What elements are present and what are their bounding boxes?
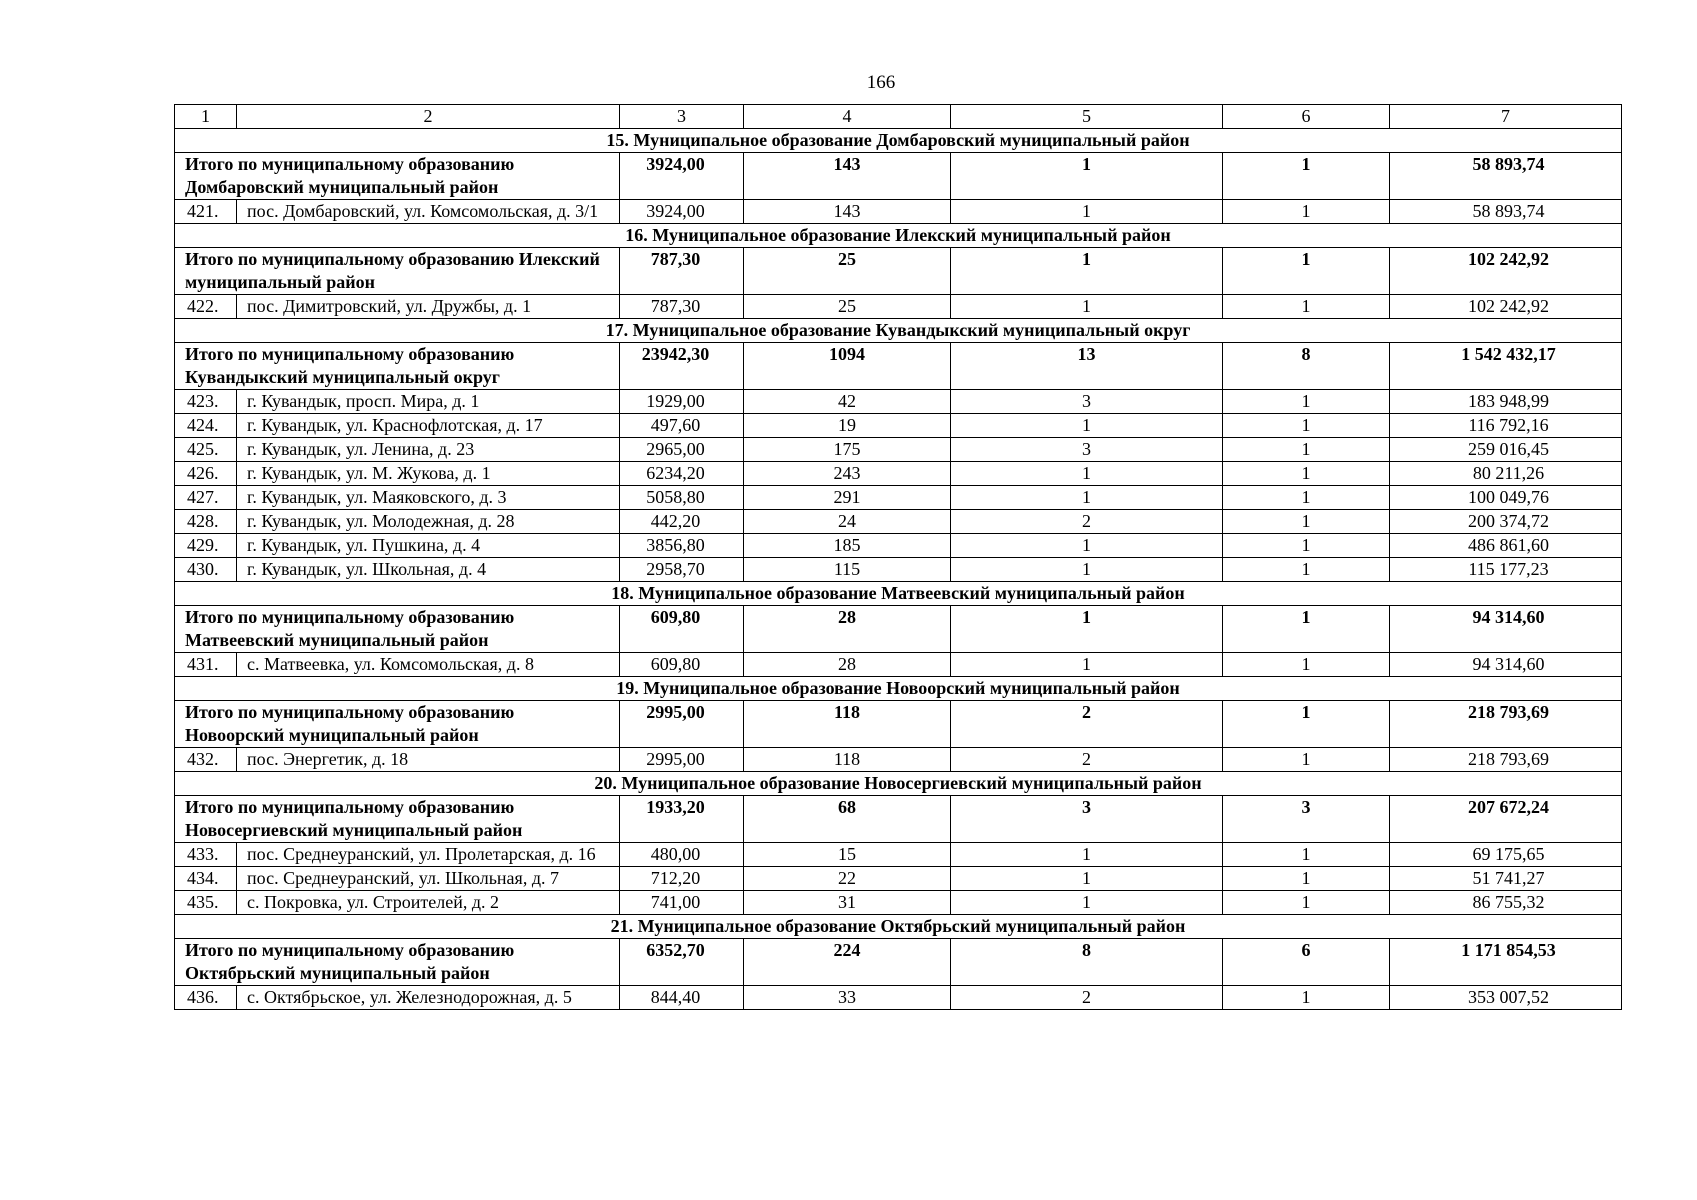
- table-row: [175, 558, 1622, 582]
- table-row: [175, 390, 1622, 414]
- value-col5: 1: [951, 891, 1223, 915]
- page-number: 166: [866, 72, 896, 93]
- row-number: 424.: [175, 414, 237, 438]
- total-label: Итого по муниципальному образованию Новосергиевский муниципальный район: [175, 796, 620, 843]
- total-value-col5: 1: [951, 248, 1223, 295]
- total-value-col4: 118: [744, 701, 951, 748]
- value-col7: 86 755,32: [1390, 891, 1622, 915]
- table-row: [175, 867, 1622, 891]
- total-value-col7: 58 893,74: [1390, 153, 1622, 200]
- total-value-col5: 13: [951, 343, 1223, 390]
- table-row: [175, 486, 1622, 510]
- value-col3: 741,00: [620, 891, 744, 915]
- section-title: 16. Муниципальное образование Илекский муниципальный район: [175, 224, 1622, 248]
- total-label: Итого по муниципальному образованию Домбаровский муниципальный район: [175, 153, 620, 200]
- table-row: [175, 438, 1622, 462]
- value-col7: 51 741,27: [1390, 867, 1622, 891]
- total-label: Итого по муниципальному образованию Новоорский муниципальный район: [175, 701, 620, 748]
- total-value-col6: 1: [1223, 153, 1390, 200]
- total-value-col4: 68: [744, 796, 951, 843]
- total-value-col5: 3: [951, 796, 1223, 843]
- column-header: 2: [237, 105, 620, 129]
- value-col5: 1: [951, 295, 1223, 319]
- total-label: Итого по муниципальному образованию Матвеевский муниципальный район: [175, 606, 620, 653]
- value-col4: 143: [744, 200, 951, 224]
- section-title: 17. Муниципальное образование Кувандыкский муниципальный округ: [175, 319, 1622, 343]
- section-total-row: [175, 939, 1622, 986]
- data-table: [174, 104, 1622, 1010]
- section-total-row: [175, 248, 1622, 295]
- value-col3: 3924,00: [620, 200, 744, 224]
- section-title: 20. Муниципальное образование Новосергиевский муниципальный район: [175, 772, 1622, 796]
- total-value-col3: 23942,30: [620, 343, 744, 390]
- address-cell: с. Покровка, ул. Строителей, д. 2: [237, 891, 620, 915]
- row-number: 432.: [175, 748, 237, 772]
- total-value-col6: 1: [1223, 701, 1390, 748]
- value-col5: 2: [951, 510, 1223, 534]
- address-cell: г. Кувандык, ул. Маяковского, д. 3: [237, 486, 620, 510]
- value-col6: 1: [1223, 748, 1390, 772]
- value-col3: 3856,80: [620, 534, 744, 558]
- value-col5: 1: [951, 558, 1223, 582]
- table-row: [175, 510, 1622, 534]
- value-col3: 497,60: [620, 414, 744, 438]
- value-col7: 102 242,92: [1390, 295, 1622, 319]
- row-number: 435.: [175, 891, 237, 915]
- value-col7: 259 016,45: [1390, 438, 1622, 462]
- address-cell: г. Кувандык, ул. Ленина, д. 23: [237, 438, 620, 462]
- value-col6: 1: [1223, 558, 1390, 582]
- address-cell: пос. Среднеуранский, ул. Пролетарская, д. 16: [237, 843, 620, 867]
- value-col4: 25: [744, 295, 951, 319]
- column-header: 5: [951, 105, 1223, 129]
- total-value-col6: 6: [1223, 939, 1390, 986]
- total-value-col6: 1: [1223, 248, 1390, 295]
- value-col7: 183 948,99: [1390, 390, 1622, 414]
- value-col6: 1: [1223, 986, 1390, 1010]
- section-title: 19. Муниципальное образование Новоорский муниципальный район: [175, 677, 1622, 701]
- value-col5: 1: [951, 486, 1223, 510]
- section-header-row: [175, 772, 1622, 796]
- table-row: [175, 748, 1622, 772]
- total-value-col5: 1: [951, 606, 1223, 653]
- total-value-col6: 1: [1223, 606, 1390, 653]
- value-col7: 486 861,60: [1390, 534, 1622, 558]
- total-label: Итого по муниципальному образованию Илекский муниципальный район: [175, 248, 620, 295]
- value-col4: 175: [744, 438, 951, 462]
- total-value-col6: 8: [1223, 343, 1390, 390]
- section-total-row: [175, 701, 1622, 748]
- row-number: 421.: [175, 200, 237, 224]
- value-col5: 1: [951, 653, 1223, 677]
- total-value-col5: 8: [951, 939, 1223, 986]
- value-col6: 1: [1223, 462, 1390, 486]
- value-col5: 1: [951, 462, 1223, 486]
- value-col6: 1: [1223, 295, 1390, 319]
- value-col5: 1: [951, 534, 1223, 558]
- section-total-row: [175, 606, 1622, 653]
- table-row: [175, 534, 1622, 558]
- address-cell: пос. Димитровский, ул. Дружбы, д. 1: [237, 295, 620, 319]
- section-total-row: [175, 796, 1622, 843]
- total-value-col5: 1: [951, 153, 1223, 200]
- section-title: 15. Муниципальное образование Домбаровский муниципальный район: [175, 129, 1622, 153]
- total-value-col4: 143: [744, 153, 951, 200]
- total-value-col7: 1 542 432,17: [1390, 343, 1622, 390]
- address-cell: г. Кувандык, ул. Школьная, д. 4: [237, 558, 620, 582]
- value-col3: 844,40: [620, 986, 744, 1010]
- total-label: Итого по муниципальному образованию Октябрьский муниципальный район: [175, 939, 620, 986]
- value-col6: 1: [1223, 438, 1390, 462]
- address-cell: с. Октябрьское, ул. Железнодорожная, д. 5: [237, 986, 620, 1010]
- section-header-row: [175, 677, 1622, 701]
- table-row: [175, 653, 1622, 677]
- column-header: 1: [175, 105, 237, 129]
- total-value-col4: 1094: [744, 343, 951, 390]
- table-row: [175, 414, 1622, 438]
- value-col4: 291: [744, 486, 951, 510]
- value-col7: 58 893,74: [1390, 200, 1622, 224]
- table-row: [175, 891, 1622, 915]
- total-value-col7: 1 171 854,53: [1390, 939, 1622, 986]
- value-col6: 1: [1223, 390, 1390, 414]
- value-col5: 2: [951, 748, 1223, 772]
- value-col4: 42: [744, 390, 951, 414]
- value-col4: 15: [744, 843, 951, 867]
- value-col6: 1: [1223, 510, 1390, 534]
- section-title: 21. Муниципальное образование Октябрьский муниципальный район: [175, 915, 1622, 939]
- row-number: 427.: [175, 486, 237, 510]
- address-cell: пос. Среднеуранский, ул. Школьная, д. 7: [237, 867, 620, 891]
- address-cell: г. Кувандык, просп. Мира, д. 1: [237, 390, 620, 414]
- value-col7: 100 049,76: [1390, 486, 1622, 510]
- address-cell: г. Кувандык, ул. Краснофлотская, д. 17: [237, 414, 620, 438]
- row-number: 431.: [175, 653, 237, 677]
- table-row: [175, 986, 1622, 1010]
- row-number: 434.: [175, 867, 237, 891]
- row-number: 433.: [175, 843, 237, 867]
- column-header: 7: [1390, 105, 1622, 129]
- value-col7: 94 314,60: [1390, 653, 1622, 677]
- total-value-col4: 28: [744, 606, 951, 653]
- address-cell: г. Кувандык, ул. М. Жукова, д. 1: [237, 462, 620, 486]
- value-col3: 442,20: [620, 510, 744, 534]
- value-col4: 243: [744, 462, 951, 486]
- table-row: [175, 200, 1622, 224]
- value-col3: 2995,00: [620, 748, 744, 772]
- address-cell: г. Кувандык, ул. Молодежная, д. 28: [237, 510, 620, 534]
- section-title: 18. Муниципальное образование Матвеевский муниципальный район: [175, 582, 1622, 606]
- row-number: 423.: [175, 390, 237, 414]
- value-col4: 19: [744, 414, 951, 438]
- total-value-col5: 2: [951, 701, 1223, 748]
- address-cell: г. Кувандык, ул. Пушкина, д. 4: [237, 534, 620, 558]
- value-col5: 3: [951, 390, 1223, 414]
- value-col6: 1: [1223, 200, 1390, 224]
- value-col7: 69 175,65: [1390, 843, 1622, 867]
- row-number: 436.: [175, 986, 237, 1010]
- value-col7: 80 211,26: [1390, 462, 1622, 486]
- total-value-col7: 102 242,92: [1390, 248, 1622, 295]
- total-value-col4: 25: [744, 248, 951, 295]
- value-col4: 185: [744, 534, 951, 558]
- total-value-col7: 94 314,60: [1390, 606, 1622, 653]
- total-value-col7: 207 672,24: [1390, 796, 1622, 843]
- total-value-col3: 787,30: [620, 248, 744, 295]
- value-col5: 1: [951, 414, 1223, 438]
- value-col3: 1929,00: [620, 390, 744, 414]
- value-col5: 3: [951, 438, 1223, 462]
- value-col3: 609,80: [620, 653, 744, 677]
- column-header-row: [175, 105, 1622, 129]
- total-value-col3: 3924,00: [620, 153, 744, 200]
- value-col6: 1: [1223, 867, 1390, 891]
- address-cell: пос. Энергетик, д. 18: [237, 748, 620, 772]
- value-col7: 116 792,16: [1390, 414, 1622, 438]
- total-value-col3: 6352,70: [620, 939, 744, 986]
- table-body: [175, 105, 1622, 1010]
- value-col6: 1: [1223, 653, 1390, 677]
- value-col6: 1: [1223, 414, 1390, 438]
- value-col7: 200 374,72: [1390, 510, 1622, 534]
- row-number: 428.: [175, 510, 237, 534]
- total-value-col6: 3: [1223, 796, 1390, 843]
- total-value-col3: 609,80: [620, 606, 744, 653]
- column-header: 4: [744, 105, 951, 129]
- table-row: [175, 843, 1622, 867]
- value-col3: 480,00: [620, 843, 744, 867]
- value-col5: 1: [951, 843, 1223, 867]
- total-value-col3: 1933,20: [620, 796, 744, 843]
- section-header-row: [175, 224, 1622, 248]
- address-cell: с. Матвеевка, ул. Комсомольская, д. 8: [237, 653, 620, 677]
- value-col5: 1: [951, 867, 1223, 891]
- section-header-row: [175, 915, 1622, 939]
- value-col7: 218 793,69: [1390, 748, 1622, 772]
- total-value-col4: 224: [744, 939, 951, 986]
- value-col5: 1: [951, 200, 1223, 224]
- section-header-row: [175, 129, 1622, 153]
- value-col3: 712,20: [620, 867, 744, 891]
- value-col3: 2965,00: [620, 438, 744, 462]
- table-row: [175, 295, 1622, 319]
- address-cell: пос. Домбаровский, ул. Комсомольская, д. 3/1: [237, 200, 620, 224]
- section-header-row: [175, 582, 1622, 606]
- section-total-row: [175, 153, 1622, 200]
- table-row: [175, 462, 1622, 486]
- value-col7: 115 177,23: [1390, 558, 1622, 582]
- value-col3: 5058,80: [620, 486, 744, 510]
- value-col3: 787,30: [620, 295, 744, 319]
- section-total-row: [175, 343, 1622, 390]
- total-value-col7: 218 793,69: [1390, 701, 1622, 748]
- value-col4: 33: [744, 986, 951, 1010]
- value-col6: 1: [1223, 891, 1390, 915]
- value-col6: 1: [1223, 843, 1390, 867]
- row-number: 426.: [175, 462, 237, 486]
- value-col4: 118: [744, 748, 951, 772]
- value-col4: 28: [744, 653, 951, 677]
- value-col3: 6234,20: [620, 462, 744, 486]
- section-header-row: [175, 319, 1622, 343]
- value-col4: 22: [744, 867, 951, 891]
- value-col4: 31: [744, 891, 951, 915]
- row-number: 429.: [175, 534, 237, 558]
- row-number: 422.: [175, 295, 237, 319]
- total-value-col3: 2995,00: [620, 701, 744, 748]
- value-col3: 2958,70: [620, 558, 744, 582]
- column-header: 6: [1223, 105, 1390, 129]
- value-col6: 1: [1223, 486, 1390, 510]
- total-label: Итого по муниципальному образованию Кувандыкский муниципальный округ: [175, 343, 620, 390]
- value-col6: 1: [1223, 534, 1390, 558]
- value-col7: 353 007,52: [1390, 986, 1622, 1010]
- value-col4: 115: [744, 558, 951, 582]
- value-col5: 2: [951, 986, 1223, 1010]
- row-number: 425.: [175, 438, 237, 462]
- column-header: 3: [620, 105, 744, 129]
- value-col4: 24: [744, 510, 951, 534]
- row-number: 430.: [175, 558, 237, 582]
